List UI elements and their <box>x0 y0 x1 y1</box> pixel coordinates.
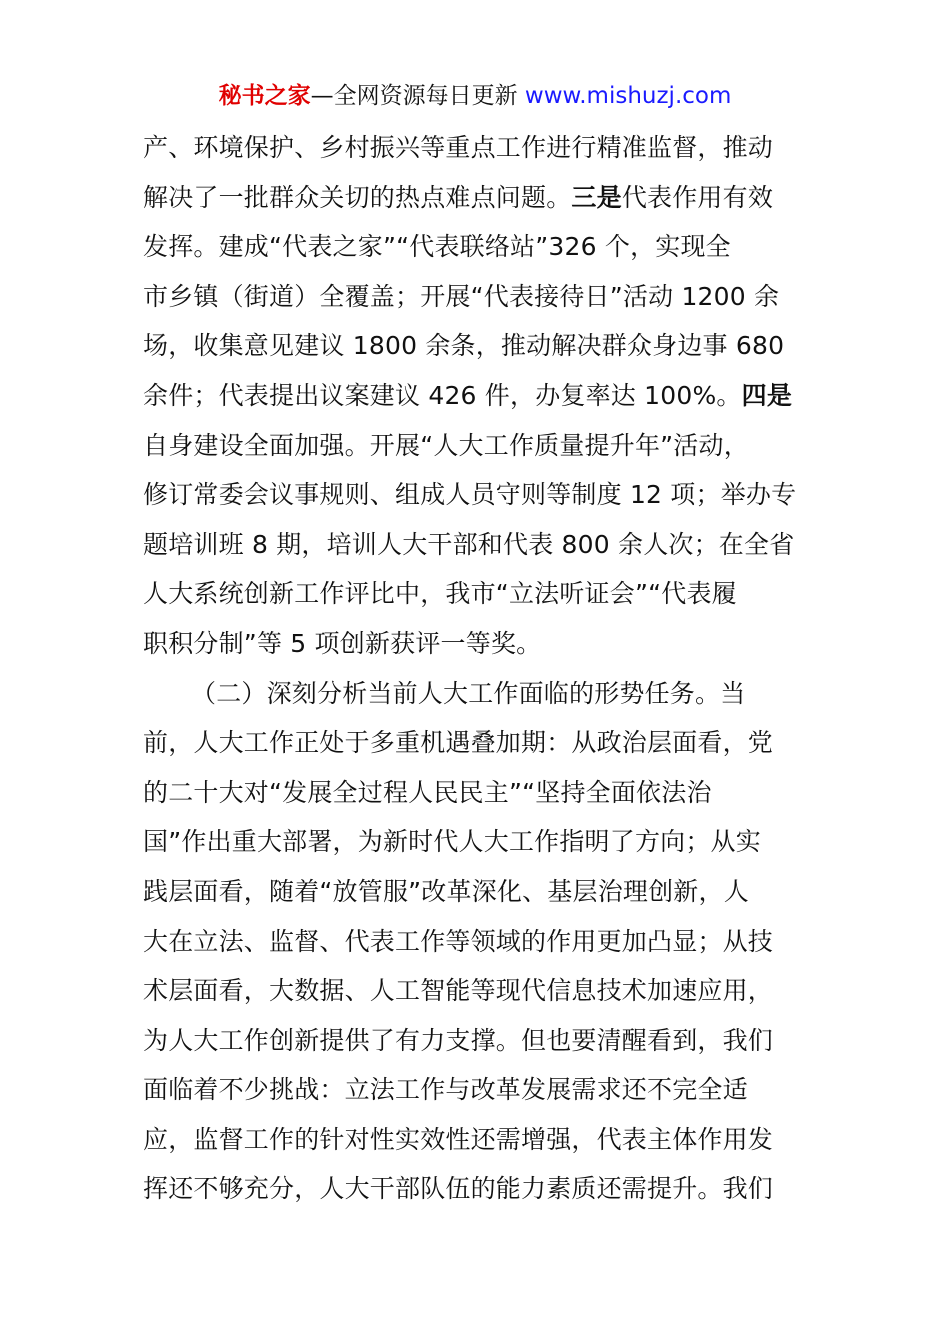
text-line <box>143 569 809 619</box>
site-url-link[interactable]: www.mishuzj.com <box>524 83 732 109</box>
text-run: 自身建设全面加强。开展“人大工作质量提升年”活动， <box>143 430 749 460</box>
text-run: 的二十大对“发展全过程人民民主”“坚持全面依法治 <box>143 777 712 807</box>
site-tagline: —全网资源每日更新 <box>310 83 525 109</box>
text-line <box>143 470 809 520</box>
text-line <box>143 1115 809 1165</box>
text-run: 人大系统创新工作评比中，我市“立法听证会”“代表履 <box>143 579 737 609</box>
text-run: 大在立法、监督、代表工作等领域的作用更加凸显；从技 <box>143 926 774 956</box>
text-line <box>143 768 809 818</box>
text-line <box>143 173 809 223</box>
text-line <box>143 1016 809 1066</box>
text-run: 解决了一批群众关切的热点难点问题。 <box>143 182 572 212</box>
text-run: 修订常委会议事规则、组成人员守则等制度 12 项；举办专 <box>143 480 797 510</box>
text-run: 为人大工作创新提供了有力支撑。但也要清醒看到，我们 <box>143 1025 774 1055</box>
text-line <box>143 421 809 471</box>
text-run: 余件；代表提出议案建议 426 件，办复率达 100%。 <box>143 380 742 410</box>
text-line <box>143 669 809 719</box>
text-run: 产、环境保护、乡村振兴等重点工作进行精准监督，推动 <box>143 133 774 162</box>
document-body <box>143 123 809 1214</box>
site-brand: 秘书之家 <box>218 83 311 109</box>
text-run: 应，监督工作的针对性实效性还需增强，代表主体作用发 <box>143 1124 774 1154</box>
text-run: 挥还不够充分，人大干部队伍的能力素质还需提升。我们 <box>143 1174 774 1204</box>
text-run: 发挥。建成“代表之家”“代表联络站”326 个，实现全 <box>143 232 731 262</box>
text-line <box>143 272 809 322</box>
text-line <box>143 222 809 272</box>
text-run: 国”作出重大部署，为新时代人大工作指明了方向；从实 <box>143 827 761 857</box>
text-line <box>143 619 809 669</box>
text-line <box>143 1065 809 1115</box>
text-run: 术层面看，大数据、人工智能等现代信息技术加速应用， <box>143 976 774 1006</box>
text-line <box>143 321 809 371</box>
text-run: 市乡镇（街道）全覆盖；开展“代表接待日”活动 1200 余 <box>143 281 780 311</box>
text-run: 面临着不少挑战：立法工作与改革发展需求还不完全适 <box>143 1075 748 1105</box>
site-header <box>0 80 950 112</box>
text-line <box>143 817 809 867</box>
bold-marker: 三是 <box>571 182 622 212</box>
text-run: 践层面看，随着“放管服”改革深化、基层治理创新，人 <box>143 876 749 906</box>
text-run: 题培训班 8 期，培训人大干部和代表 800 余人次；在全省 <box>143 529 795 559</box>
text-line <box>143 1164 809 1214</box>
text-run: （二）深刻分析当前人大工作面临的形势任务。当 <box>191 678 746 708</box>
text-run: 代表作用有效 <box>621 182 774 212</box>
text-line <box>143 867 809 917</box>
text-line <box>143 917 809 967</box>
text-line <box>143 718 809 768</box>
text-line <box>143 520 809 570</box>
text-line <box>143 966 809 1016</box>
text-run: 职积分制”等 5 项创新获评一等奖。 <box>143 628 542 658</box>
text-line <box>143 371 809 421</box>
text-line <box>143 123 809 173</box>
text-run: 场，收集意见建议 1800 余条，推动解决群众身边事 680 <box>143 331 785 361</box>
text-run: 前，人大工作正处于多重机遇叠加期：从政治层面看，党 <box>143 728 774 758</box>
bold-marker: 四是 <box>741 380 793 410</box>
